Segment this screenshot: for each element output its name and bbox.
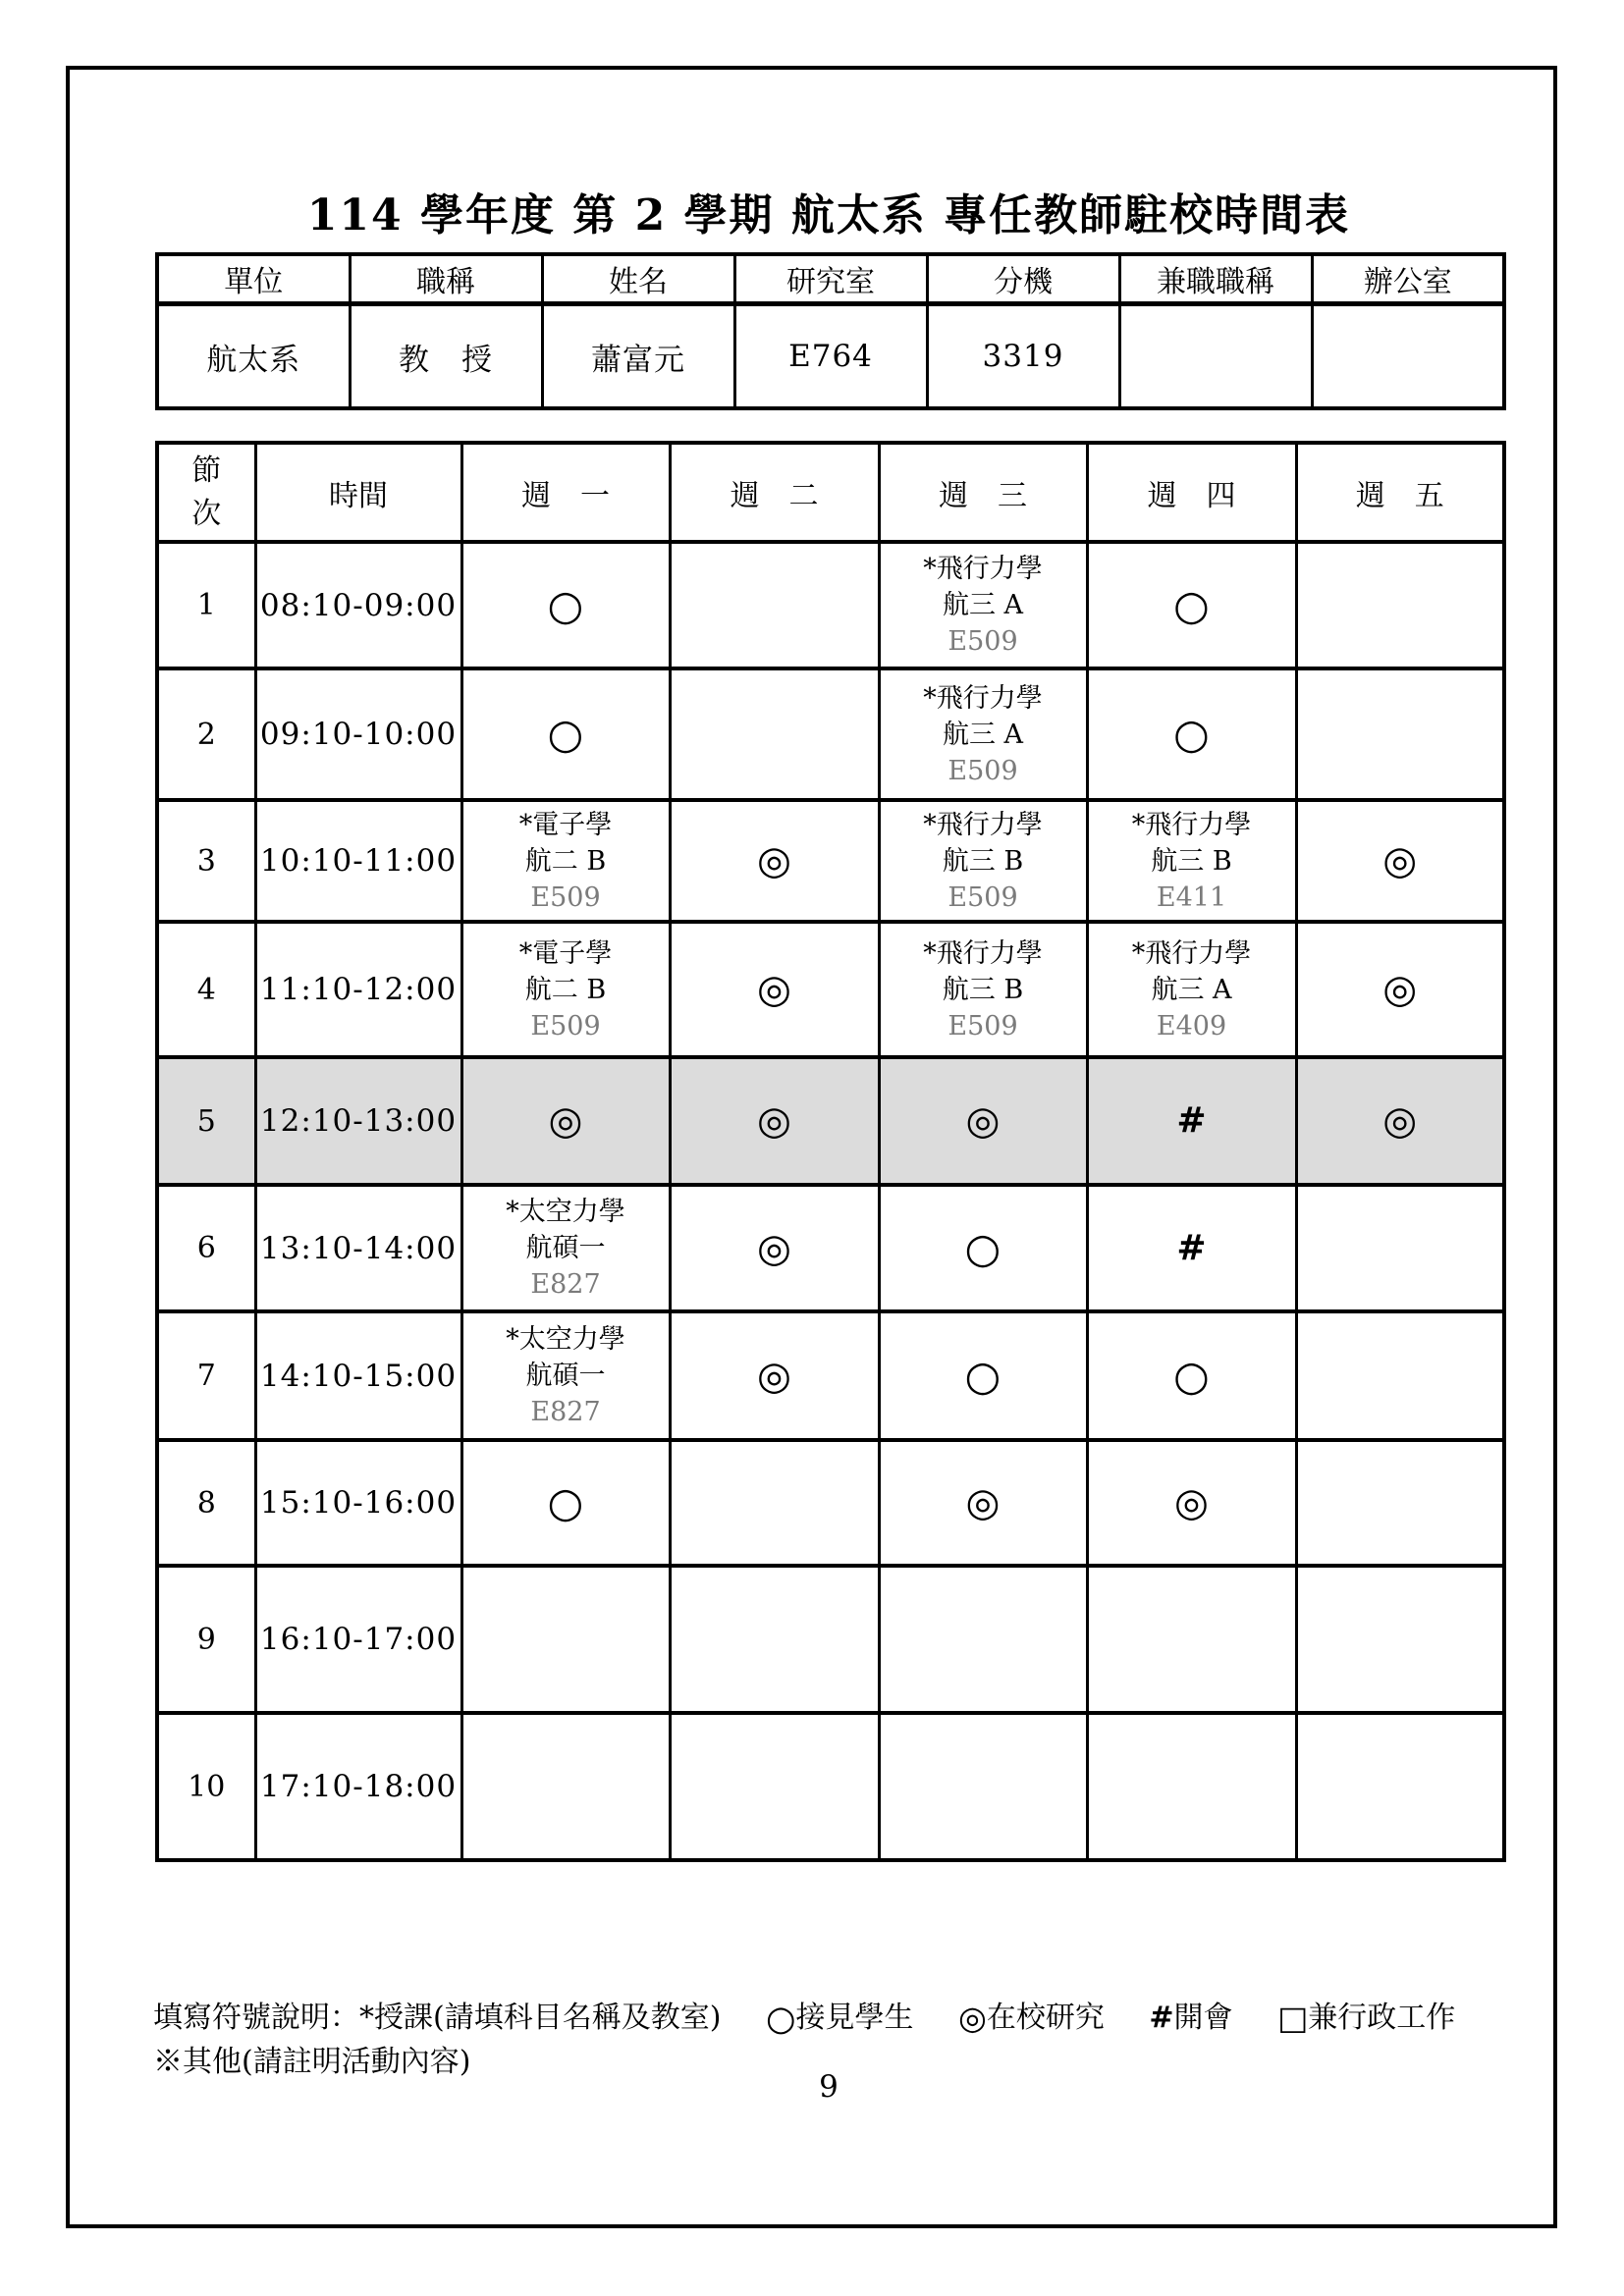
course-class: 航三 A bbox=[942, 719, 1024, 750]
course-room: E509 bbox=[530, 881, 601, 913]
day-cell bbox=[1087, 1057, 1296, 1185]
legend-intro: 填寫符號說明： bbox=[153, 2001, 359, 2035]
day-cell bbox=[1087, 1713, 1296, 1860]
time-cell: 10:10-11:00 bbox=[255, 800, 461, 922]
course-name: *飛行力學 bbox=[1131, 937, 1252, 969]
day-cell bbox=[1296, 800, 1504, 922]
page-number: 9 bbox=[819, 2069, 839, 2105]
double-circle-symbol: ◎ bbox=[757, 967, 791, 1012]
day-cell bbox=[670, 922, 879, 1057]
course-name: *電子學 bbox=[518, 809, 613, 840]
circle-symbol: ○ bbox=[1173, 710, 1210, 758]
double-circle-symbol: ◎ bbox=[548, 1098, 583, 1144]
square-symbol: □ bbox=[1277, 1999, 1309, 2037]
info-value-title: 教 授 bbox=[350, 304, 542, 409]
day-cell bbox=[1296, 1057, 1504, 1185]
period-cell: 9 bbox=[157, 1566, 255, 1713]
day-cell bbox=[1087, 800, 1296, 922]
schedule-row bbox=[157, 1185, 1504, 1311]
day-cell bbox=[670, 1185, 879, 1311]
day-cell bbox=[879, 1713, 1087, 1860]
circle-symbol: ○ bbox=[547, 580, 584, 629]
course-name: *太空力學 bbox=[506, 1324, 625, 1355]
day-cell bbox=[461, 800, 670, 922]
day-cell bbox=[670, 542, 879, 668]
day-cell bbox=[461, 922, 670, 1057]
time-cell: 17:10-18:00 bbox=[255, 1713, 461, 1860]
teacher-info-table bbox=[155, 252, 1506, 410]
info-header-office: 辦公室 bbox=[1312, 254, 1504, 304]
course-name: *飛行力學 bbox=[923, 937, 1043, 969]
double-circle-symbol: ◎ bbox=[757, 1353, 791, 1399]
day-cell bbox=[461, 1185, 670, 1311]
schedule-row bbox=[157, 542, 1504, 668]
time-cell: 09:10-10:00 bbox=[255, 668, 461, 800]
day-cell bbox=[670, 800, 879, 922]
course-class: 航三 B bbox=[942, 845, 1024, 877]
circle-symbol: ○ bbox=[1173, 1351, 1210, 1400]
period-cell: 4 bbox=[157, 922, 255, 1057]
circle-symbol: ○ bbox=[547, 710, 584, 758]
double-circle-symbol: ◎ bbox=[1382, 838, 1418, 883]
info-header-unit: 單位 bbox=[157, 254, 350, 304]
info-header-extension: 分機 bbox=[927, 254, 1119, 304]
time-cell: 12:10-13:00 bbox=[255, 1057, 461, 1185]
info-header-name: 姓名 bbox=[542, 254, 734, 304]
asterisk-symbol: * bbox=[359, 2001, 374, 2035]
period-header-line1: 節 bbox=[191, 453, 222, 488]
day-cell bbox=[879, 1566, 1087, 1713]
day-cell bbox=[1296, 668, 1504, 800]
schedule-row bbox=[157, 1566, 1504, 1713]
day-cell bbox=[461, 1713, 670, 1860]
day-cell bbox=[461, 542, 670, 668]
day-cell bbox=[461, 668, 670, 800]
day-cell bbox=[1087, 1185, 1296, 1311]
day-cell bbox=[879, 1311, 1087, 1440]
day-header-thursday: 週 四 bbox=[1087, 443, 1296, 542]
circle-symbol: ○ bbox=[547, 1478, 584, 1526]
period-cell: 6 bbox=[157, 1185, 255, 1311]
double-circle-symbol: ◎ bbox=[1174, 1480, 1209, 1525]
info-value-unit: 航太系 bbox=[157, 304, 350, 409]
course-class: 航三 B bbox=[942, 974, 1024, 1005]
legend-line1 bbox=[153, 1997, 1547, 2041]
course-class: 航三 A bbox=[942, 590, 1024, 620]
circle-symbol: ○ bbox=[964, 1351, 1001, 1400]
day-cell bbox=[879, 542, 1087, 668]
course-room: E509 bbox=[947, 881, 1018, 913]
legend-item-meet-students bbox=[765, 2000, 914, 2039]
course-name: *飛行力學 bbox=[1131, 809, 1252, 840]
day-cell bbox=[879, 922, 1087, 1057]
day-cell bbox=[1087, 542, 1296, 668]
double-circle-symbol: ◎ bbox=[757, 1098, 791, 1144]
day-cell bbox=[879, 1057, 1087, 1185]
course-name: *飛行力學 bbox=[923, 554, 1043, 584]
hash-symbol: # bbox=[1176, 1100, 1207, 1141]
course-name: *飛行力學 bbox=[923, 682, 1043, 714]
hash-symbol: # bbox=[1149, 2001, 1174, 2035]
schedule-row bbox=[157, 800, 1504, 922]
course-room: E827 bbox=[530, 1269, 601, 1300]
period-cell: 1 bbox=[157, 542, 255, 668]
time-cell: 15:10-16:00 bbox=[255, 1440, 461, 1566]
day-cell bbox=[1296, 1713, 1504, 1860]
day-cell bbox=[461, 1440, 670, 1566]
info-value-concurrent-title bbox=[1119, 304, 1312, 409]
day-cell bbox=[1296, 1566, 1504, 1713]
day-header-monday: 週 一 bbox=[461, 443, 670, 542]
course-room: E509 bbox=[947, 1010, 1018, 1041]
course-class: 航碩一 bbox=[525, 1233, 606, 1263]
schedule-table bbox=[155, 441, 1506, 1862]
course-name: *電子學 bbox=[518, 937, 613, 969]
schedule-row bbox=[157, 1311, 1504, 1440]
schedule-row bbox=[157, 1057, 1504, 1185]
double-circle-symbol: ◎ bbox=[757, 838, 791, 883]
info-value-office bbox=[1312, 304, 1504, 409]
day-cell bbox=[1087, 1566, 1296, 1713]
schedule-row bbox=[157, 922, 1504, 1057]
course-room: E509 bbox=[947, 755, 1018, 786]
period-cell: 8 bbox=[157, 1440, 255, 1566]
info-header-office-room: 研究室 bbox=[734, 254, 927, 304]
legend-item-admin-work bbox=[1277, 2001, 1455, 2035]
course-room: E509 bbox=[530, 1010, 601, 1041]
legend-item-label: 兼行政工作 bbox=[1308, 2001, 1456, 2035]
page-title: 114 學年度 第 2 學期 航太系 專任教師駐校時間表 bbox=[306, 190, 1351, 240]
time-header: 時間 bbox=[255, 443, 461, 542]
day-cell bbox=[670, 1057, 879, 1185]
legend-item-label: 在校研究 bbox=[986, 2001, 1105, 2035]
course-class: 航二 B bbox=[524, 974, 607, 1005]
day-cell bbox=[461, 1057, 670, 1185]
course-room: E409 bbox=[1156, 1010, 1227, 1041]
period-header-line2: 次 bbox=[191, 496, 222, 531]
course-class: 航三 B bbox=[1151, 845, 1232, 877]
day-cell bbox=[879, 668, 1087, 800]
day-cell bbox=[1296, 1311, 1504, 1440]
schedule-row bbox=[157, 668, 1504, 800]
day-cell bbox=[670, 1713, 879, 1860]
day-header-wednesday: 週 三 bbox=[879, 443, 1087, 542]
course-room: E509 bbox=[947, 626, 1018, 657]
circle-symbol: ○ bbox=[1173, 580, 1210, 629]
course-name: *飛行力學 bbox=[923, 809, 1043, 840]
day-cell bbox=[1087, 668, 1296, 800]
time-cell: 16:10-17:00 bbox=[255, 1566, 461, 1713]
legend-item-label: 授課(請填科目名稱及教室) bbox=[374, 2001, 722, 2035]
day-cell bbox=[1087, 1440, 1296, 1566]
info-value-extension: 3319 bbox=[927, 304, 1119, 409]
schedule-row bbox=[157, 1440, 1504, 1566]
period-cell: 5 bbox=[157, 1057, 255, 1185]
period-cell: 3 bbox=[157, 800, 255, 922]
course-class: 航二 B bbox=[524, 845, 607, 877]
day-cell bbox=[670, 668, 879, 800]
period-cell: 7 bbox=[157, 1311, 255, 1440]
course-class: 航碩一 bbox=[525, 1361, 606, 1391]
day-cell bbox=[1087, 1311, 1296, 1440]
legend-item-label: 接見學生 bbox=[795, 2001, 914, 2035]
double-circle-symbol: ◎ bbox=[1382, 967, 1418, 1012]
schedule-body bbox=[157, 542, 1504, 1860]
info-header-concurrent-title: 兼職職稱 bbox=[1119, 254, 1312, 304]
day-cell bbox=[1087, 922, 1296, 1057]
time-cell: 11:10-12:00 bbox=[255, 922, 461, 1057]
info-value-office-room: E764 bbox=[734, 304, 927, 409]
course-room: E411 bbox=[1156, 881, 1227, 913]
double-circle-symbol: ◎ bbox=[965, 1098, 1001, 1144]
info-value-row bbox=[157, 304, 1504, 409]
legend-item-label: 開會 bbox=[1173, 2001, 1233, 2035]
info-header-title: 職稱 bbox=[350, 254, 542, 304]
day-cell bbox=[670, 1566, 879, 1713]
day-cell bbox=[1296, 1185, 1504, 1311]
course-name: *太空力學 bbox=[506, 1197, 625, 1227]
period-cell: 10 bbox=[157, 1713, 255, 1860]
time-cell: 14:10-15:00 bbox=[255, 1311, 461, 1440]
day-header-tuesday: 週 二 bbox=[670, 443, 879, 542]
info-value-name: 蕭富元 bbox=[542, 304, 734, 409]
double-circle-symbol: ◎ bbox=[965, 1480, 1001, 1525]
schedule-header-row bbox=[157, 443, 1504, 542]
day-cell bbox=[670, 1440, 879, 1566]
circle-symbol: ○ bbox=[765, 2000, 796, 2039]
legend-item-teaching bbox=[359, 2001, 721, 2035]
day-cell bbox=[1296, 542, 1504, 668]
time-cell: 13:10-14:00 bbox=[255, 1185, 461, 1311]
day-cell bbox=[670, 1311, 879, 1440]
circle-symbol: ○ bbox=[964, 1223, 1001, 1272]
legend-item-meeting bbox=[1149, 2001, 1232, 2035]
schedule-row bbox=[157, 1713, 1504, 1860]
course-room: E827 bbox=[530, 1397, 601, 1427]
day-cell bbox=[1296, 922, 1504, 1057]
hash-symbol: # bbox=[1176, 1227, 1207, 1268]
period-header bbox=[157, 443, 255, 542]
day-header-friday: 週 五 bbox=[1296, 443, 1504, 542]
day-cell bbox=[1296, 1440, 1504, 1566]
legend-item-research bbox=[958, 2001, 1105, 2035]
day-cell bbox=[879, 800, 1087, 922]
day-cell bbox=[461, 1311, 670, 1440]
period-cell: 2 bbox=[157, 668, 255, 800]
day-cell bbox=[461, 1566, 670, 1713]
double-circle-symbol: ◎ bbox=[1382, 1098, 1418, 1144]
time-cell: 08:10-09:00 bbox=[255, 542, 461, 668]
course-class: 航三 A bbox=[1151, 974, 1232, 1005]
day-cell bbox=[879, 1440, 1087, 1566]
info-header-row bbox=[157, 254, 1504, 304]
day-cell bbox=[879, 1185, 1087, 1311]
double-circle-symbol: ◎ bbox=[757, 1225, 791, 1271]
legend-line2: ※其他(請註明活動內容) bbox=[153, 2045, 471, 2079]
double-circle-symbol: ◎ bbox=[958, 1999, 987, 2037]
